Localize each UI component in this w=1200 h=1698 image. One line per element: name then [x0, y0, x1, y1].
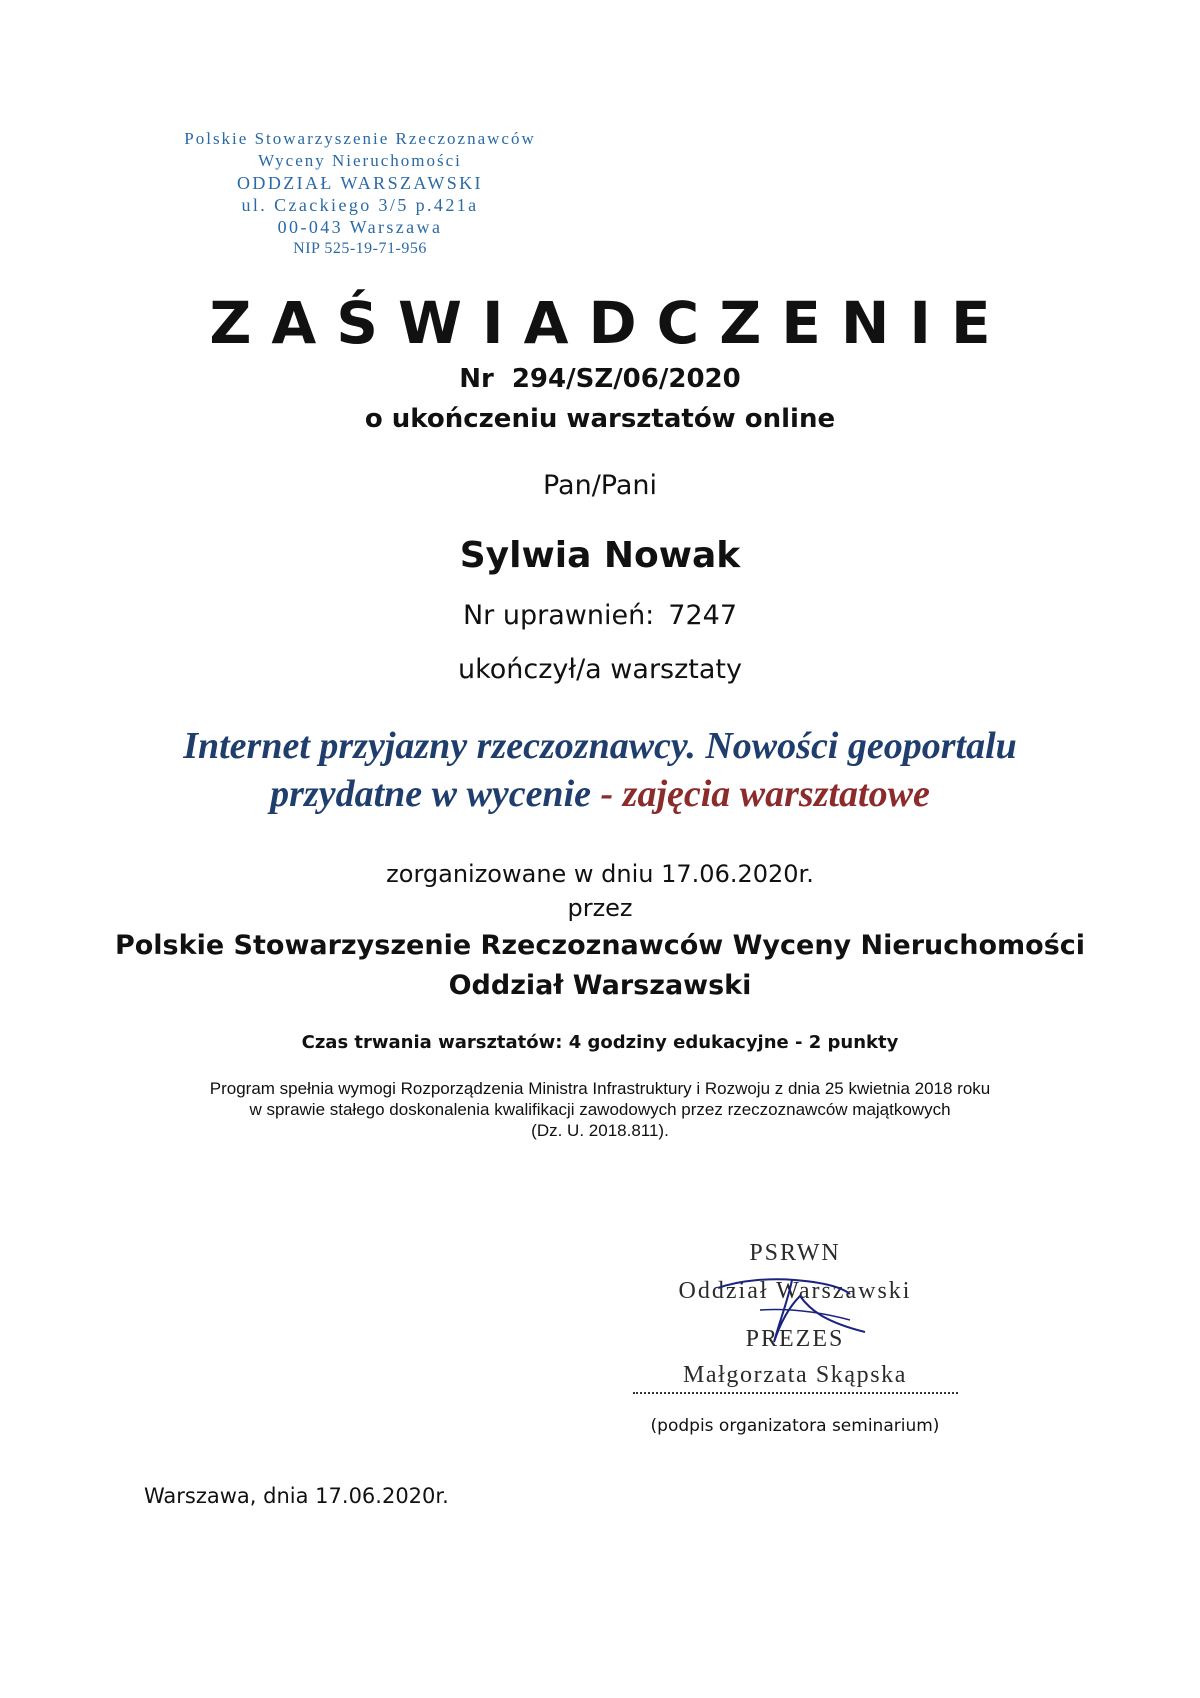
stamp-line-valuation: Wyceny Nieruchomości [258, 151, 462, 170]
course-title-line2-main: przydatne w wycenie [270, 773, 591, 815]
signature-stroke [774, 1280, 865, 1342]
organizer-branch: Oddział Warszawski [448, 970, 752, 1001]
license-value: 7247 [668, 600, 737, 631]
signature-stamp-org: PSRWN [749, 1240, 841, 1266]
organization-stamp [120, 128, 600, 260]
course-title [60, 722, 1140, 818]
stamp-line-branch: ODDZIAŁ WARSZAWSKI [237, 173, 483, 193]
course-title-line1: Internet przyjazny rzeczoznawcy. Nowości geoportalu [183, 725, 1017, 767]
signature-line [633, 1392, 958, 1394]
legal-basis-note [100, 1078, 1100, 1141]
signature-stroke [718, 1279, 850, 1294]
certificate-title: ZAŚWIADCZENIE [209, 289, 1011, 357]
organizer-name: Polskie Stowarzyszenie Rzeczoznawców Wyceny Nieruchomości [114, 930, 1086, 961]
signature-stamp-person: Małgorzata Skąpska [682, 1362, 908, 1388]
legal-basis-line2: w sprawie stałego doskonalenia kwalifikacji zawodowych przez rzeczoznawców majątkowych [249, 1100, 951, 1119]
stamp-line-city: 00-043 Warszawa [277, 217, 443, 237]
workshop-duration: Czas trwania warsztatów: 4 godziny edukacyjne - 2 punkty [301, 1032, 899, 1053]
signature-stroke [760, 1309, 850, 1320]
organized-date: zorganizowane w dniu 17.06.2020r. [386, 860, 814, 888]
signature-caption: (podpis organizatora seminarium) [650, 1416, 940, 1436]
person-name: Sylwia Nowak [459, 535, 741, 576]
completed-text: ukończył/a warsztaty [458, 654, 742, 685]
salutation: Pan/Pani [542, 470, 658, 501]
course-title-suffix: zajęcia warsztatowe [622, 773, 930, 815]
signature-stamp-branch: Oddział Warszawski [678, 1278, 912, 1304]
place-and-date: Warszawa, dnia 17.06.2020r. [144, 1484, 449, 1508]
certificate-number [0, 362, 1200, 396]
stamp-line-association: Polskie Stowarzyszenie Rzeczoznawców [184, 129, 536, 148]
certificate-number-value: 294/SZ/06/2020 [511, 364, 741, 394]
course-title-separator: - [591, 773, 623, 815]
organized-by-label: przez [567, 894, 633, 922]
stamp-line-nip: NIP 525-19-71-956 [293, 240, 427, 257]
legal-basis-line1: Program spełnia wymogi Rozporządzenia Ministra Infrastruktury i Rozwoju z dnia 25 kwietnia 2018 roku [209, 1079, 991, 1098]
license-label: Nr uprawnień: [462, 600, 655, 631]
legal-basis-line3: (Dz. U. 2018.811). [531, 1121, 669, 1140]
stamp-line-street: ul. Czackiego 3/5 p.421a [241, 195, 479, 215]
license-number [0, 598, 1200, 634]
handwritten-signature [700, 1250, 900, 1360]
certificate-subtitle: o ukończeniu warsztatów online [364, 404, 836, 434]
signature-stamp-role: PREZES [745, 1326, 845, 1352]
course-title-line2 [60, 770, 1140, 818]
certificate-number-label: Nr [459, 364, 494, 394]
